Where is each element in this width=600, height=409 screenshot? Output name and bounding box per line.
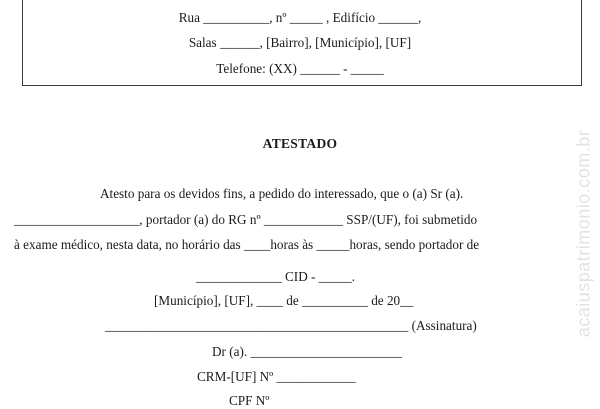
body-line-2: ___________________, portador (a) do RG nº ____________ SSP/(UF), foi submetido: [14, 212, 478, 227]
watermark-text: acaiuspatrimonio.com.br: [573, 129, 594, 337]
diagnosis-cid-line: _____________ CID - _____.: [196, 269, 355, 284]
header-phone-line: Telefone: (XX) ______ - _____: [216, 61, 384, 76]
body-line-1: Atesto para os devidos fins, a pedido do interessado, que o (a) Sr (a).: [100, 186, 464, 201]
watermark: [572, 78, 596, 388]
cpf-line: CPF Nº: [229, 393, 270, 408]
header-location-line: Salas ______, [Bairro], [Município], [UF]: [188, 35, 412, 50]
signature-line: ______________________________________________ (Assinatura): [105, 318, 477, 333]
body-line-3: à exame médico, nesta data, no horário das ____horas às _____horas, sendo portador de: [14, 237, 480, 252]
date-line: [Município], [UF], ____ de __________ de 20__: [154, 293, 414, 308]
document-title: ATESTADO: [262, 136, 338, 151]
doctor-name-line: Dr (a). _______________________: [212, 344, 403, 359]
crm-line: CRM-[UF] Nº ____________: [197, 369, 356, 384]
header-address-line: Rua __________, nº _____ , Edifício ______,: [178, 10, 422, 25]
